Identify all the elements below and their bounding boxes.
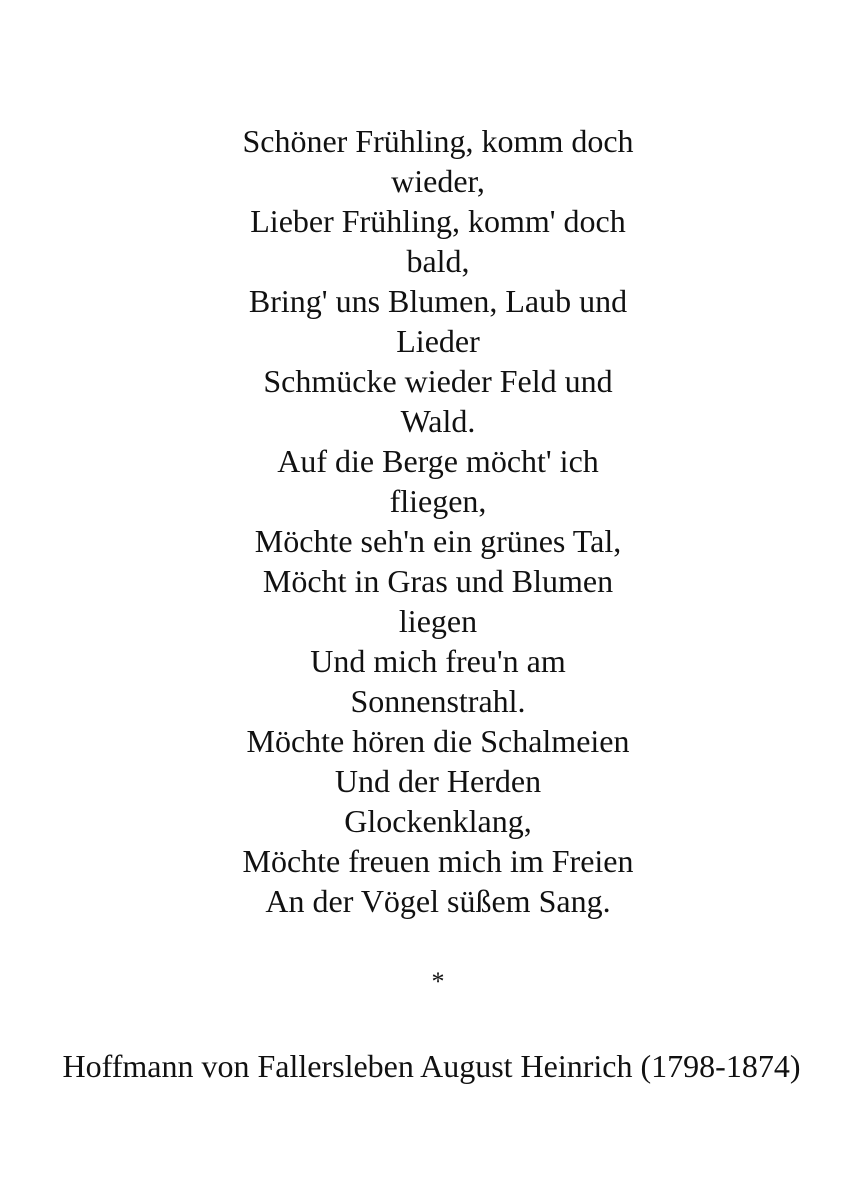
poem-line: Und der Herden: [334, 763, 542, 799]
poem-line: Schmücke wieder Feld und: [263, 363, 613, 399]
poem-line: An der Vögel süßem Sang.: [265, 883, 611, 919]
poem-line: Und mich freu'n am: [310, 643, 566, 679]
poem-line: Auf die Berge möcht' ich: [277, 443, 599, 479]
poem-line: bald,: [406, 243, 470, 279]
separator-asterisk: *: [431, 967, 445, 996]
poem-line: fliegen,: [389, 483, 487, 519]
poem-line: Glockenklang,: [344, 803, 532, 839]
poem-line: Möcht in Gras und Blumen: [262, 563, 614, 599]
poem-line: Lieber Frühling, komm' doch: [250, 203, 626, 239]
poem-line: Möchte freuen mich im Freien: [242, 843, 634, 879]
poem-line: Wald.: [400, 403, 476, 439]
poem-line: Bring' uns Blumen, Laub und: [248, 283, 628, 319]
poem-line: liegen: [398, 603, 478, 639]
poem-text: [0, 121, 863, 921]
poem-line: wieder,: [391, 163, 485, 199]
author-attribution: Hoffmann von Fallersleben August Heinrich (1798-1874): [62, 1048, 801, 1084]
poem-line: Möchte seh'n ein grünes Tal,: [254, 523, 622, 559]
poem-line: Lieder: [396, 323, 480, 359]
poem-line: Sonnenstrahl.: [350, 683, 526, 719]
poem-line: Möchte hören die Schalmeien: [246, 723, 630, 759]
poem-line: Schöner Frühling, komm doch: [242, 123, 634, 159]
